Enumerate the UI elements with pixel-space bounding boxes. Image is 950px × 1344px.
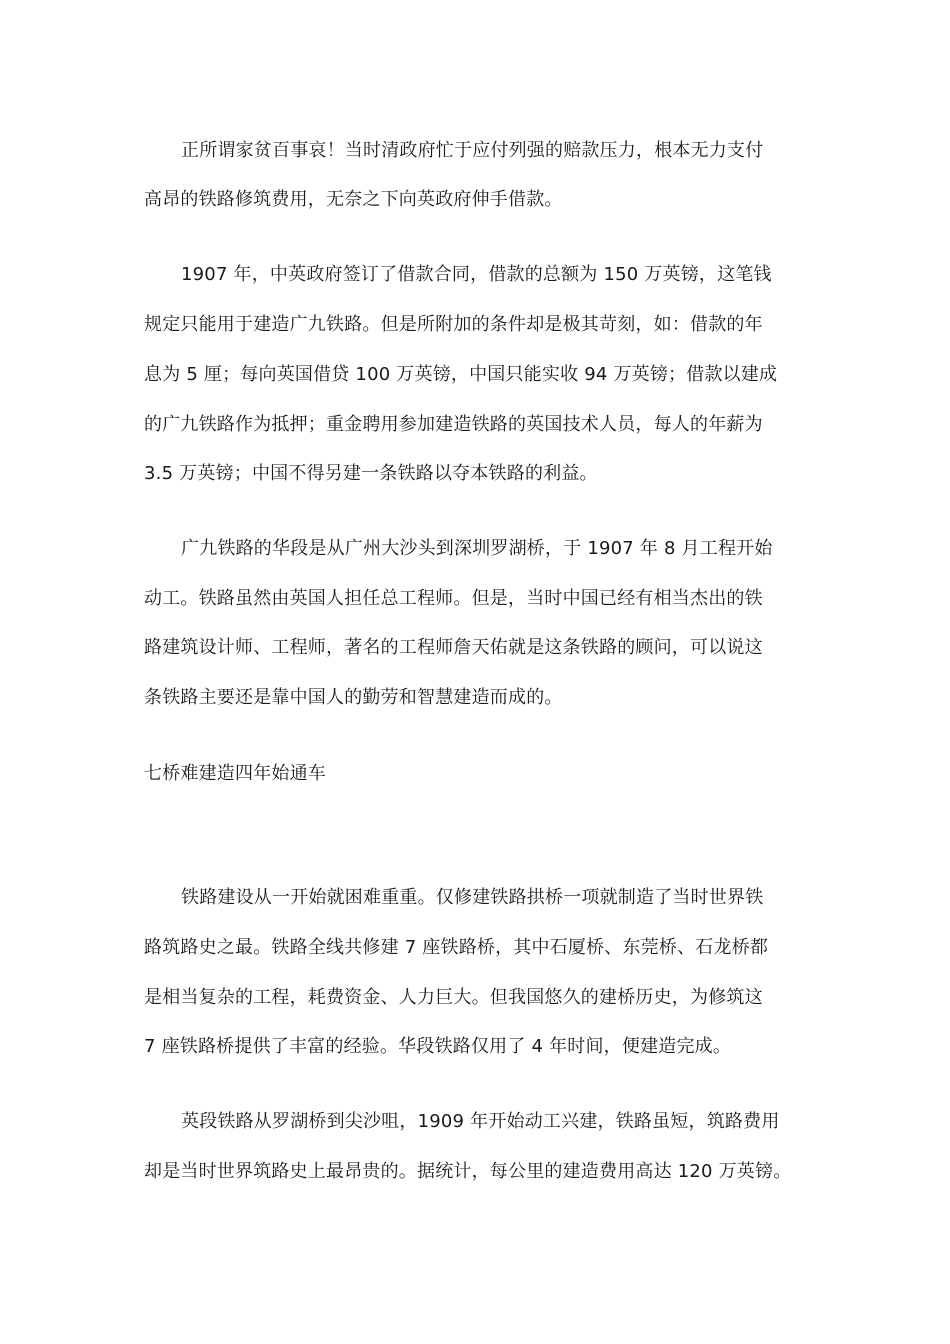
paragraph-2-line-2: 规定只能用于建造广九铁路。但是所附加的条件却是极其苛刻，如：借款的年 xyxy=(144,314,763,335)
paragraph-5-line-2: 却是当时世界筑路史上最昂贵的。据统计，每公里的建造费用高达 120 万英镑。 xyxy=(144,1161,792,1182)
section-heading: 七桥难建造四年始通车 xyxy=(144,763,326,784)
paragraph-4-line-2: 路筑路史之最。铁路全线共修建 7 座铁路桥，其中石厦桥、东莞桥、石龙桥都 xyxy=(144,937,769,958)
paragraph-4-line-1: 铁路建设从一开始就困难重重。仅修建铁路拱桥一项就制造了当时世界铁 xyxy=(181,887,764,908)
paragraph-2-line-5: 3.5 万英镑；中国不得另建一条铁路以夺本铁路的利益。 xyxy=(144,463,598,484)
paragraph-3-line-1: 广九铁路的华段是从广州大沙头到深圳罗湖桥，于 1907 年 8 月工程开始 xyxy=(181,538,773,559)
paragraph-3-line-3: 路建筑设计师、工程师，著名的工程师詹天佑就是这条铁路的顾问，可以说这 xyxy=(144,637,763,658)
paragraph-2-line-4: 的广九铁路作为抵押；重金聘用参加建造铁路的英国技术人员，每人的年薪为 xyxy=(144,414,763,435)
paragraph-2-line-1: 1907 年，中英政府签订了借款合同，借款的总额为 150 万英镑，这笔钱 xyxy=(181,264,772,285)
paragraph-3-line-4: 条铁路主要还是靠中国人的勤劳和智慧建造而成的。 xyxy=(144,687,563,708)
paragraph-1-line-1: 正所谓家贫百事哀！当时清政府忙于应付列强的赔款压力，根本无力支付 xyxy=(181,140,764,161)
paragraph-5-line-1: 英段铁路从罗湖桥到尖沙咀，1909 年开始动工兴建，铁路虽短，筑路费用 xyxy=(181,1111,780,1132)
paragraph-4-line-4: 7 座铁路桥提供了丰富的经验。华段铁路仅用了 4 年时间，便建造完成。 xyxy=(144,1036,732,1057)
paragraph-1-line-2: 高昂的铁路修筑费用，无奈之下向英政府伸手借款。 xyxy=(144,189,563,210)
paragraph-4-line-3: 是相当复杂的工程，耗费资金、人力巨大。但我国悠久的建桥历史，为修筑这 xyxy=(144,987,763,1008)
paragraph-3-line-2: 动工。铁路虽然由英国人担任总工程师。但是，当时中国已经有相当杰出的铁 xyxy=(144,588,763,609)
paragraph-2-line-3: 息为 5 厘；每向英国借贷 100 万英镑，中国只能实收 94 万英镑；借款以建成 xyxy=(144,364,778,385)
